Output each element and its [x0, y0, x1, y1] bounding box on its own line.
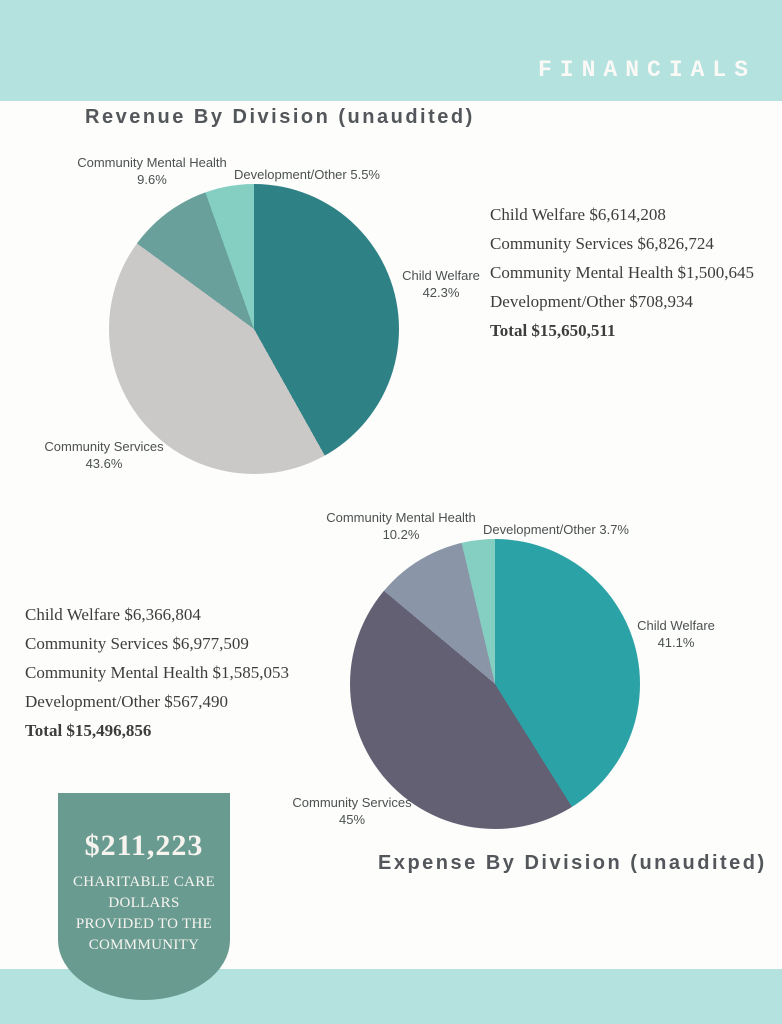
- expense-label-community-mental-health: Community Mental Health 10.2%: [326, 510, 476, 542]
- summary-line: Community Services $6,977,509: [25, 634, 249, 653]
- revenue-summary-block: [490, 200, 754, 345]
- revenue-label-community-services: Community Services 43.6%: [44, 439, 164, 471]
- charitable-care-badge: [58, 793, 230, 1000]
- badge-amount: $211,223: [84, 829, 204, 862]
- summary-line: Community Mental Health $1,585,053: [25, 663, 289, 682]
- page-header-label: FINANCIALS: [538, 57, 757, 83]
- revenue-pie-chart: [109, 184, 399, 474]
- summary-line: Child Welfare $6,366,804: [25, 605, 201, 624]
- summary-line: Development/Other $567,490: [25, 692, 229, 711]
- revenue-label-community-mental-health: Community Mental Health 9.6%: [77, 155, 227, 187]
- expense-label-development-other: Development/Other 3.7%: [483, 522, 629, 537]
- summary-line: Development/Other $708,934: [490, 292, 694, 311]
- expense-label-child-welfare: Child Welfare 41.1%: [637, 618, 715, 650]
- revenue-chart-title: Revenue By Division (unaudited): [85, 106, 475, 128]
- summary-line: Community Services $6,826,724: [490, 234, 714, 253]
- expense-summary-block: [25, 600, 289, 745]
- revenue-label-child-welfare: Child Welfare 42.3%: [402, 268, 480, 300]
- revenue-label-development-other: Development/Other 5.5%: [234, 167, 380, 182]
- summary-total: Total $15,650,511: [490, 321, 616, 340]
- expense-chart-title: Expense By Division (unaudited): [378, 852, 767, 874]
- top-banner: [0, 0, 782, 101]
- badge-caption: CHARITABLE CARE DOLLARS PROVIDED TO THE COMMMUNITY: [72, 874, 216, 953]
- summary-total: Total $15,496,856: [25, 721, 152, 740]
- expense-label-community-services: Community Services 45%: [292, 795, 412, 827]
- summary-line: Community Mental Health $1,500,645: [490, 263, 754, 282]
- expense-pie-chart: [350, 539, 640, 829]
- summary-line: Child Welfare $6,614,208: [490, 205, 666, 224]
